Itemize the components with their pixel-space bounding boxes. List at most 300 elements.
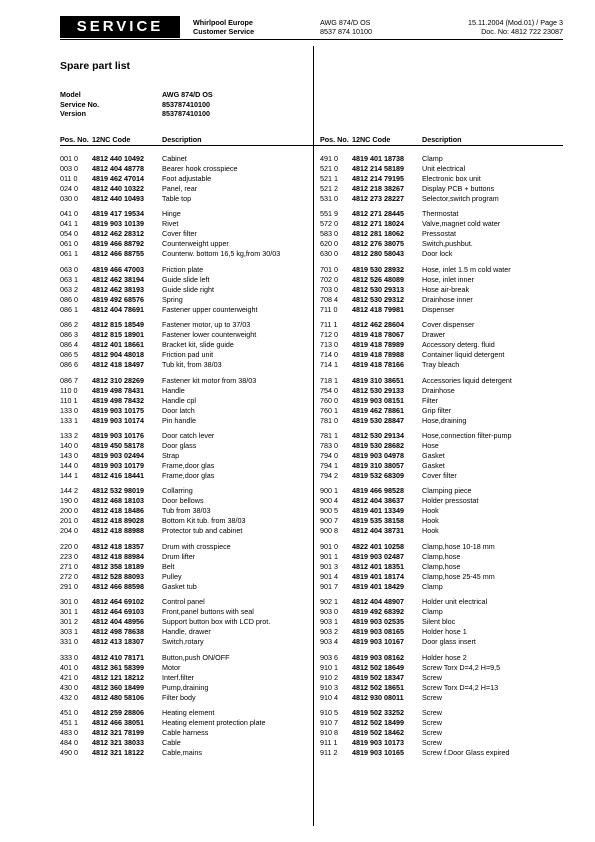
model-line-1: AWG 874/D OS [320, 18, 371, 27]
part-position: 794 1 [320, 460, 338, 470]
part-description: Pressostat [422, 229, 456, 239]
part-position: 063 1 [60, 274, 78, 284]
right-header-pos: Pos. No. [320, 135, 349, 144]
part-code: 4812 466 88598 [92, 581, 144, 591]
part-row [320, 526, 572, 536]
part-description: Heating element protection plate [162, 717, 266, 727]
part-row [60, 526, 312, 536]
part-row [320, 396, 572, 406]
part-code: 4812 464 69103 [92, 607, 144, 617]
part-code: 4819 530 28847 [352, 415, 404, 425]
part-row [60, 295, 312, 305]
info-value: AWG 874/D OS [162, 90, 213, 99]
part-position: 794 2 [320, 470, 338, 480]
part-position: 133 1 [60, 415, 78, 425]
part-position: 144 2 [60, 486, 78, 496]
part-row [320, 562, 572, 572]
part-position: 713 0 [320, 340, 338, 350]
part-row [60, 471, 312, 481]
part-row [60, 627, 312, 637]
part-code: 4812 401 18661 [92, 340, 144, 350]
part-position: 303 1 [60, 627, 78, 637]
part-code: 4819 502 18462 [352, 727, 404, 737]
part-position: 718 1 [320, 375, 338, 385]
part-code: 4812 440 10322 [92, 184, 144, 193]
part-row [320, 597, 572, 607]
part-description: Drainhose [422, 385, 455, 395]
part-code: 4812 218 38267 [352, 184, 404, 193]
part-code: 4812 440 10493 [92, 194, 144, 203]
info-value: 853787410100 [162, 99, 210, 109]
part-code: 4812 321 38033 [92, 737, 144, 747]
part-position: 901 3 [320, 561, 338, 571]
part-row [320, 451, 572, 461]
part-description: Pin handle [162, 415, 196, 425]
part-description: Control panel [162, 597, 205, 607]
part-description: Valve,magnet cold water [422, 219, 501, 229]
company-line-2: Customer Service [193, 26, 255, 36]
part-description: Belt [162, 561, 175, 571]
part-position: 583 0 [320, 229, 338, 239]
part-description: Door catch lever [162, 430, 215, 440]
part-description: Screw [422, 727, 442, 737]
part-row [60, 229, 312, 239]
part-code: 4819 903 02487 [352, 551, 404, 561]
part-row [320, 673, 572, 683]
part-row [60, 350, 312, 360]
part-row [60, 451, 312, 461]
left-header-code: 12NC Code [92, 135, 131, 144]
info-key: Service No. [60, 99, 100, 109]
part-code: 4819 903 08151 [352, 395, 404, 405]
part-position: 011 0 [60, 174, 78, 183]
part-code: 4812 404 48778 [92, 164, 144, 173]
part-code: 4819 903 04978 [352, 450, 404, 460]
part-description: Drum lifter [162, 551, 196, 561]
part-row [60, 683, 312, 693]
part-position: 223 0 [60, 551, 78, 561]
part-position: 086 2 [60, 320, 78, 330]
part-description: Hose,connection filter-pump [422, 430, 512, 440]
part-position: 086 5 [60, 350, 78, 360]
part-row [60, 265, 312, 275]
part-row [320, 441, 572, 451]
part-description: Panel, rear [162, 184, 198, 193]
part-code: 4812 360 18499 [92, 682, 144, 692]
part-position: 903 1 [320, 617, 338, 627]
part-code: 4812 462 38193 [92, 284, 144, 294]
part-description: Handle cpl [162, 395, 196, 405]
part-description: Thermostat [422, 209, 459, 219]
info-row [60, 100, 213, 110]
part-code: 4819 530 28682 [352, 440, 404, 450]
part-position: 133 2 [60, 430, 78, 440]
part-row [60, 738, 312, 748]
part-row [320, 275, 572, 285]
part-row [60, 386, 312, 396]
part-position: 061 0 [60, 239, 78, 249]
part-code: 4819 401 13349 [352, 506, 404, 516]
part-code: 4812 401 18351 [352, 561, 404, 571]
part-row [60, 562, 312, 572]
part-position: 030 0 [60, 194, 78, 203]
part-code: 4819 466 88792 [92, 239, 144, 249]
part-position: 901 7 [320, 581, 338, 591]
part-row [60, 542, 312, 552]
part-description: Hose,draining [422, 415, 467, 425]
part-row [60, 249, 312, 259]
part-description: Pulley [162, 571, 182, 581]
part-code: 4819 492 68392 [352, 607, 404, 617]
right-header-desc: Description [422, 135, 462, 144]
part-row [60, 340, 312, 350]
part-row [60, 174, 312, 184]
part-code: 4819 903 10179 [92, 460, 144, 470]
part-code: 4819 462 78861 [352, 405, 404, 415]
part-description: Hose, inlet 1.5 m cold water [422, 264, 511, 274]
part-code: 4819 310 38651 [352, 375, 404, 385]
part-position: 620 0 [320, 239, 338, 249]
part-position: 712 0 [320, 330, 338, 340]
part-position: 903 0 [320, 607, 338, 617]
part-code: 4819 418 78067 [352, 330, 404, 340]
part-description: Switch,rotary [162, 637, 204, 647]
part-row [60, 582, 312, 592]
part-code: 4812 530 29312 [352, 294, 404, 304]
part-description: Screw [422, 692, 442, 702]
part-position: 401 0 [60, 662, 78, 672]
part-description: Electronic box unit [422, 174, 481, 183]
part-description: Interf.filter [162, 672, 194, 682]
part-position: 041 1 [60, 219, 78, 229]
part-description: Dispenser [422, 304, 455, 314]
part-code: 4812 526 48089 [352, 274, 404, 284]
part-code: 4812 271 18024 [352, 219, 404, 229]
part-description: Tub kit, from 38/03 [162, 360, 222, 370]
part-description: Gasket [422, 450, 445, 460]
part-row [60, 496, 312, 506]
part-code: 4819 418 78166 [352, 360, 404, 370]
part-position: 140 0 [60, 440, 78, 450]
part-position: 144 0 [60, 460, 78, 470]
part-description: Counterw. bottom 16,5 kg,from 30/03 [162, 249, 281, 259]
part-position: 144 1 [60, 470, 78, 480]
part-code: 4819 498 78432 [92, 395, 144, 405]
info-key: Version [60, 109, 86, 118]
part-position: 900 7 [320, 516, 338, 526]
part-description: Fastener upper counterweight [162, 304, 258, 314]
part-position: 910 7 [320, 717, 338, 727]
part-position: 630 0 [320, 249, 338, 259]
part-code: 4812 121 18212 [92, 672, 144, 682]
part-row [320, 285, 572, 295]
part-row [60, 748, 312, 758]
column-divider [313, 46, 314, 826]
part-position: 531 0 [320, 194, 338, 203]
part-code: 4819 417 19534 [92, 209, 144, 219]
part-description: Clamp,hose [422, 551, 461, 561]
part-row [60, 441, 312, 451]
part-code: 4819 450 58178 [92, 440, 144, 450]
part-description: Screw [422, 672, 442, 682]
part-description: Rivet [162, 219, 179, 229]
part-position: 491 0 [320, 154, 338, 163]
part-row [60, 431, 312, 441]
part-description: Accessory deterg. fluid [422, 340, 495, 350]
part-code: 4812 464 69102 [92, 597, 144, 607]
part-description: Hook [422, 506, 439, 516]
company-name [193, 19, 254, 36]
part-description: Silent bloc [422, 617, 456, 627]
part-description: Cover dispenser [422, 320, 475, 330]
part-description: Hose air-break [422, 284, 470, 294]
part-row [320, 516, 572, 526]
part-row [60, 219, 312, 229]
part-row [320, 174, 572, 184]
part-code: 4819 535 38158 [352, 516, 404, 526]
part-code: 4819 401 18738 [352, 154, 404, 163]
part-row [60, 486, 312, 496]
part-description: Filter body [162, 692, 196, 702]
part-code: 4819 530 28932 [352, 264, 404, 274]
part-code: 4812 410 78171 [92, 652, 144, 662]
part-position: 272 0 [60, 571, 78, 581]
part-description: Pump,draining [162, 682, 209, 692]
part-row [60, 506, 312, 516]
part-code: 4812 404 38637 [352, 496, 404, 506]
part-description: Table top [162, 194, 192, 203]
part-row [60, 396, 312, 406]
part-code: 4812 462 28312 [92, 229, 144, 239]
part-code: 4819 903 10165 [352, 747, 404, 757]
part-row [60, 673, 312, 683]
part-position: 301 2 [60, 617, 78, 627]
part-code: 4812 815 18901 [92, 330, 144, 340]
part-row [60, 572, 312, 582]
part-position: 133 0 [60, 405, 78, 415]
part-position: 451 0 [60, 707, 78, 717]
part-code: 4812 418 18357 [92, 541, 144, 551]
part-row [320, 542, 572, 552]
part-row [60, 416, 312, 426]
part-row [320, 552, 572, 562]
part-code: 4812 930 08011 [352, 692, 404, 702]
part-description: Tub from 38/03 [162, 506, 211, 516]
part-code: 4812 310 28269 [92, 375, 144, 385]
part-position: 902 1 [320, 597, 338, 607]
part-row [60, 376, 312, 386]
part-description: Door glass insert [422, 637, 476, 647]
part-row [60, 607, 312, 617]
part-position: 063 0 [60, 264, 78, 274]
part-code: 4812 404 38731 [352, 526, 404, 536]
part-description: Holder hose 1 [422, 627, 467, 637]
part-code: 4812 530 29313 [352, 284, 404, 294]
part-position: 910 4 [320, 692, 338, 702]
date-page: 15.11.2004 (Mod.01) / Page 3 [468, 18, 563, 27]
part-description: Protector tub and cabinet [162, 526, 243, 536]
right-parts-list [320, 154, 572, 758]
part-description: Unit electrical [422, 164, 466, 173]
part-position: 086 3 [60, 330, 78, 340]
part-description: Cable harness [162, 727, 209, 737]
part-code: 4812 276 38075 [352, 239, 404, 249]
part-position: 061 1 [60, 249, 78, 259]
part-code: 4812 280 58043 [352, 249, 404, 259]
part-description: Hose [422, 440, 439, 450]
part-position: 551 9 [320, 209, 338, 219]
part-description: Tray bleach [422, 360, 460, 370]
part-position: 781 0 [320, 415, 338, 425]
part-code: 4819 903 10167 [352, 637, 404, 647]
part-code: 4812 321 78199 [92, 727, 144, 737]
part-description: Switch,pushbut. [422, 239, 473, 249]
part-code: 4812 502 18499 [352, 717, 404, 727]
part-code: 4812 418 89028 [92, 516, 144, 526]
part-description: Clamp [422, 581, 443, 591]
part-description: Hook [422, 526, 439, 536]
part-code: 4812 530 29134 [352, 430, 404, 440]
part-code: 4812 532 98019 [92, 486, 144, 496]
part-code: 4819 903 10175 [92, 405, 144, 415]
part-description: Strap [162, 450, 180, 460]
part-code: 4812 502 18649 [352, 662, 404, 672]
service-label: SERVICE [60, 16, 180, 38]
model-header [320, 19, 372, 36]
part-position: 421 0 [60, 672, 78, 682]
part-code: 4812 904 48018 [92, 350, 144, 360]
part-code: 4812 259 28806 [92, 707, 144, 717]
part-description: Screw Torx D=4,2 H=13 [422, 682, 499, 692]
part-row [320, 431, 572, 441]
part-code: 4819 462 47014 [92, 174, 144, 183]
part-position: 086 0 [60, 294, 78, 304]
part-position: 333 0 [60, 652, 78, 662]
part-position: 572 0 [320, 219, 338, 229]
part-code: 4819 401 18174 [352, 571, 404, 581]
info-value: 853787410100 [162, 109, 210, 118]
part-code: 4812 214 58189 [352, 164, 404, 173]
part-position: 220 0 [60, 541, 78, 551]
part-code: 4819 492 68576 [92, 294, 144, 304]
part-description: Selector,switch program [422, 194, 499, 203]
part-position: 901 1 [320, 551, 338, 561]
part-position: 430 0 [60, 682, 78, 692]
part-row [60, 637, 312, 647]
part-code: 4812 413 18307 [92, 637, 144, 647]
part-code: 4812 530 29133 [352, 385, 404, 395]
part-position: 900 5 [320, 506, 338, 516]
part-code: 4812 404 78691 [92, 304, 144, 314]
part-description: Bottom Kit tub. from 38/03 [162, 516, 246, 526]
part-row [320, 209, 572, 219]
part-code: 4812 404 48956 [92, 617, 144, 627]
part-code: 4812 498 78638 [92, 627, 144, 637]
part-row [320, 683, 572, 693]
header-rule [60, 39, 563, 40]
part-row [60, 708, 312, 718]
part-description: Door lock [422, 249, 453, 259]
part-description: Support button box with LCD prot. [162, 617, 271, 627]
part-row [320, 663, 572, 673]
part-description: Bearer hook crosspiece [162, 164, 238, 173]
part-row [320, 582, 572, 592]
part-position: 711 0 [320, 304, 338, 314]
part-code: 4812 418 18497 [92, 360, 144, 370]
part-position: 910 5 [320, 707, 338, 717]
part-position: 200 0 [60, 506, 78, 516]
part-description: Cover filter [162, 229, 197, 239]
part-code: 4812 815 18549 [92, 320, 144, 330]
table-header-rule [60, 145, 563, 146]
part-code: 4812 466 38051 [92, 717, 144, 727]
part-position: 271 0 [60, 561, 78, 571]
part-code: 4819 401 18429 [352, 581, 404, 591]
model-info [60, 90, 213, 119]
part-code: 4819 903 10173 [352, 737, 404, 747]
part-position: 484 0 [60, 737, 78, 747]
part-description: Screw [422, 717, 442, 727]
part-row [320, 249, 572, 259]
part-position: 760 0 [320, 395, 338, 405]
part-code: 4812 418 79981 [352, 304, 404, 314]
part-code: 4819 418 78988 [352, 350, 404, 360]
part-code: 4812 466 88755 [92, 249, 144, 259]
part-row [320, 376, 572, 386]
part-description: Drawer [422, 330, 446, 340]
part-position: 760 1 [320, 405, 338, 415]
part-description: Fastener motor, up to 37/03 [162, 320, 251, 330]
part-position: 003 0 [60, 164, 78, 173]
part-code: 4812 462 28604 [352, 320, 404, 330]
part-code: 4819 466 47003 [92, 264, 144, 274]
document-info [468, 19, 563, 36]
part-row [60, 406, 312, 416]
part-code: 4812 480 58106 [92, 692, 144, 702]
part-description: Friction plate [162, 264, 204, 274]
part-description: Display PCB + buttons [422, 184, 495, 193]
part-code: 4812 281 18062 [352, 229, 404, 239]
part-position: 901 4 [320, 571, 338, 581]
part-description: Container liquid detergent [422, 350, 505, 360]
part-description: Drainhose inner [422, 294, 473, 304]
part-row [320, 239, 572, 249]
part-row [320, 305, 572, 315]
part-row [320, 386, 572, 396]
part-row [320, 486, 572, 496]
part-position: 754 0 [320, 385, 338, 395]
part-position: 900 8 [320, 526, 338, 536]
part-description: Gasket tub [162, 581, 197, 591]
part-row [60, 305, 312, 315]
part-code: 4812 361 58399 [92, 662, 144, 672]
left-header-desc: Description [162, 135, 202, 144]
part-row [320, 718, 572, 728]
part-row [320, 164, 572, 174]
part-code: 4812 528 88093 [92, 571, 144, 581]
part-row [60, 154, 312, 164]
part-row [60, 617, 312, 627]
part-position: 903 4 [320, 637, 338, 647]
part-description: Motor [162, 662, 181, 672]
part-code: 4819 502 33252 [352, 707, 404, 717]
part-description: Fastener kit motor from 38/03 [162, 375, 257, 385]
part-description: Drum with crosspiece [162, 541, 231, 551]
part-position: 110 1 [60, 395, 78, 405]
part-position: 490 0 [60, 747, 78, 757]
part-row [320, 265, 572, 275]
part-description: Frame,door glas [162, 460, 215, 470]
